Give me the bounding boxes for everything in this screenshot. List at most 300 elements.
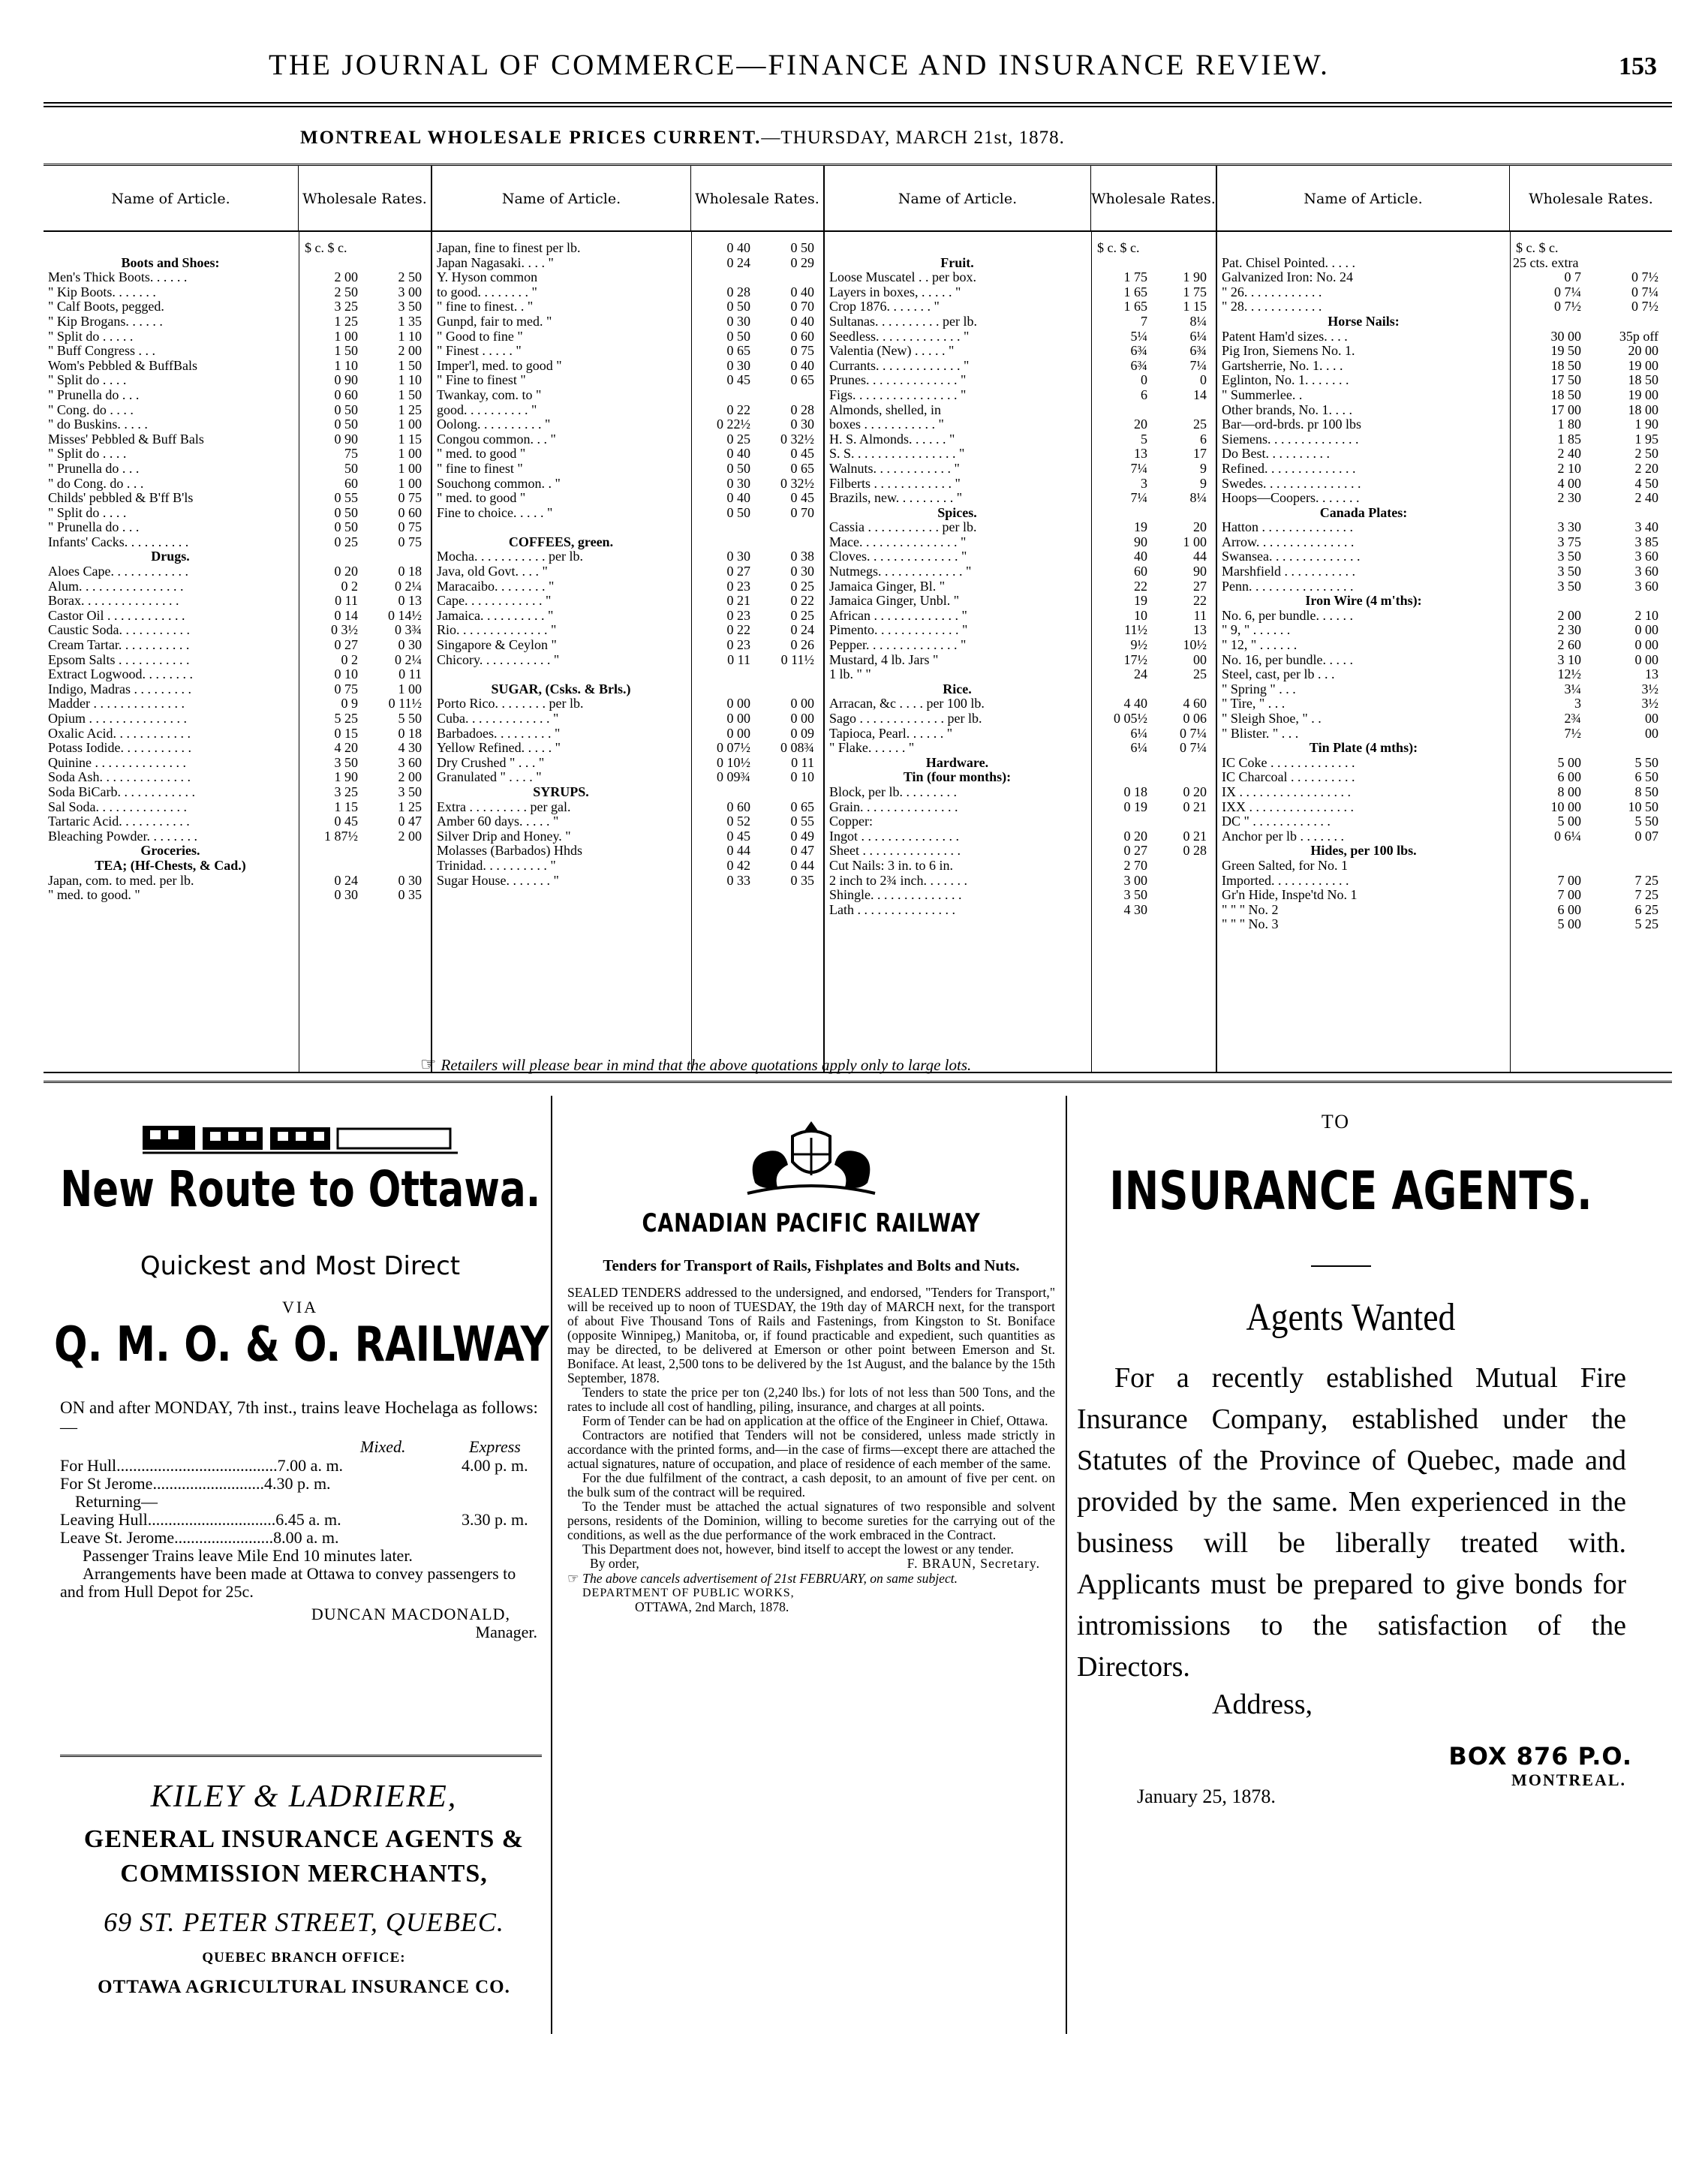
price-row: [44, 506, 431, 521]
price-row: [432, 520, 823, 535]
price-row: [432, 388, 823, 403]
price-column-4: [1217, 166, 1672, 1072]
rate-high: 0 55: [790, 814, 814, 829]
article-name: " Finest . . . . . ": [437, 344, 522, 359]
rate-low: 2 60: [1557, 637, 1581, 653]
rate-low: 0 30: [726, 549, 750, 564]
article-name: Gartsherrie, No. 1. . . .: [1222, 358, 1343, 373]
article-name: " 28. . . . . . . . . . . .: [1222, 299, 1322, 314]
price-row: [44, 564, 431, 579]
rate-high: 0 00: [1634, 651, 1658, 667]
price-row: [44, 741, 431, 756]
rate-low: 2 00: [1557, 607, 1581, 623]
article-name: " Prunella do . . .: [48, 520, 140, 535]
article-name: Epsom Salts . . . . . . . . . . .: [48, 652, 190, 667]
rate-high: 22: [1193, 593, 1207, 609]
rate-high: 6: [1200, 431, 1207, 447]
rate-low: 0 30: [726, 357, 750, 373]
currency-label: $ c. $ c.: [305, 240, 347, 255]
price-row: [1217, 270, 1672, 285]
rate-low: 5 25: [334, 711, 358, 726]
article-name: Ingot . . . . . . . . . . . . . . .: [829, 829, 959, 844]
rate-high: 0 40: [790, 313, 814, 329]
rate-high: 8¼: [1189, 490, 1207, 506]
rate-high: 1 00: [398, 681, 422, 696]
section-heading: [44, 549, 431, 564]
section-heading: [432, 682, 823, 697]
price-row: [825, 800, 1216, 815]
article-name: " " " No. 3: [1222, 917, 1279, 932]
insurance-rule: [1311, 1265, 1371, 1267]
rate-high: 0 30: [790, 417, 814, 432]
rate-high: 0 25: [790, 607, 814, 623]
section-heading: [825, 770, 1216, 785]
ad-insurance-agents: [1077, 1111, 1662, 1808]
rate-low: 0 50: [334, 402, 358, 417]
article-name: " med. to good ": [437, 447, 526, 462]
rate-high: 7¼: [1189, 357, 1207, 373]
rate-low: 0 25: [726, 431, 750, 447]
rate-low: 12½: [1557, 666, 1581, 682]
insurance-body: For a recently established Mutual Fire Insurance Company, established under the Statutes of the Province of Quebec, made and provided by the same. Men experienced in the business will be liberally treated with. Applicants must be prepared to give bonds for intromissions to the satisfaction of the Directors.: [1077, 1362, 1626, 1683]
rate-high: 0 40: [790, 357, 814, 373]
rate-low: 1 90: [334, 769, 358, 785]
price-row: [44, 682, 431, 697]
price-row: [1217, 388, 1672, 403]
rate-low: 2 50: [334, 284, 358, 299]
rate-high: 3 50: [398, 784, 422, 799]
article-name: Japan, fine to finest per lb.: [437, 241, 581, 255]
rate-high: 1 00: [398, 417, 422, 432]
article-name: Cuba. . . . . . . . . . . . . ": [437, 711, 559, 726]
price-row: [825, 727, 1216, 742]
rate-low: 2 00: [334, 269, 358, 285]
price-row: [44, 491, 431, 506]
price-row: [44, 609, 431, 624]
article-name: Borax. . . . . . . . . . . . . . .: [48, 594, 179, 609]
section-heading: [1217, 844, 1672, 859]
price-row: [44, 653, 431, 668]
price-row: [1217, 477, 1672, 492]
rate-high: 0 13: [398, 593, 422, 609]
article-name: Seedless. . . . . . . . . . . . . ": [829, 329, 970, 344]
rate-low: 0 24: [334, 872, 358, 888]
rate-low: 3 75: [1557, 534, 1581, 549]
rate-low: 0 45: [726, 828, 750, 844]
price-row: [44, 359, 431, 374]
rate-high: 6 25: [1634, 901, 1658, 917]
price-row: [44, 344, 431, 359]
article-name: " Prunella do . . .: [48, 387, 140, 402]
section-heading: [1217, 506, 1672, 521]
price-rows: [432, 241, 823, 888]
section-heading-text: TEA; (Hf-Chests, & Cad.): [95, 858, 246, 873]
ottawa-intro: ON and after MONDAY, 7th inst., trains leave Hochelaga as follows:—: [60, 1398, 538, 1436]
cpr-dept: DEPARTMENT OF PUBLIC WORKS,: [582, 1587, 795, 1599]
rate-high: 0 40: [790, 284, 814, 299]
article-name: to good. . . . . . . . ": [437, 284, 537, 299]
section-heading: [432, 535, 823, 550]
article-name: " fine to finest. . ": [437, 299, 534, 314]
rate-low: 0 11: [727, 651, 750, 667]
article-name: Swedes. . . . . . . . . . . . . . .: [1222, 476, 1361, 491]
article-name: Tapioca, Pearl. . . . . . ": [829, 726, 953, 741]
ottawa-signer: DUNCAN MACDONALD,: [311, 1605, 510, 1623]
article-name: " med. to good. ": [48, 888, 140, 903]
rate-low: 3 50: [1557, 549, 1581, 564]
article-name: DC " . . . . . . . . . . . .: [1222, 814, 1331, 829]
rate-high: 1 10: [398, 372, 422, 388]
rate-high: 1 25: [398, 799, 422, 814]
rate-high: 13: [1193, 622, 1207, 638]
article-name: Madder . . . . . . . . . . . . . .: [48, 696, 185, 711]
rate-high: 0 32½: [780, 475, 814, 491]
article-name: Cape. . . . . . . . . . . . ": [437, 594, 552, 609]
article-name: Refined. . . . . . . . . . . . . .: [1222, 461, 1356, 476]
rate-low: 7: [1141, 313, 1147, 329]
article-name: " Split do . . . .: [48, 505, 127, 520]
rate-high: 00: [1645, 725, 1658, 741]
price-row: [432, 667, 823, 682]
article-name: " Calf Boots, pegged.: [48, 299, 164, 314]
price-row: [432, 329, 823, 344]
rate-high: 0 24: [790, 622, 814, 638]
rate-high: 0 75: [790, 343, 814, 359]
rate-low: 50: [344, 460, 358, 476]
article-name: Silver Drip and Honey. ": [437, 829, 571, 844]
article-name: Cream Tartar. . . . . . . . . . .: [48, 638, 190, 653]
rate-high: 8 50: [1634, 784, 1658, 799]
price-row: [432, 859, 823, 874]
currency-row: [825, 241, 1216, 256]
ottawa-arrangements: Arrangements have been made at Ottawa to convey passengers to and from Hull Depot for 25c.: [60, 1564, 516, 1601]
price-row: [44, 770, 431, 785]
article-name: Singapore & Ceylon ": [437, 638, 557, 653]
article-name: Soda BiCarb. . . . . . . . . . . .: [48, 784, 195, 799]
article-name: Currants. . . . . . . . . . . . . ": [829, 358, 970, 373]
article-name: Cut Nails: 3 in. to 6 in.: [829, 858, 954, 873]
price-row: [44, 373, 431, 388]
price-row: [432, 491, 823, 506]
article-name: " Fine to finest ": [437, 373, 526, 388]
rate-high: 6¼: [1189, 328, 1207, 344]
price-row: [1217, 256, 1672, 271]
rate-low: 1 75: [1123, 269, 1147, 285]
price-row: [1217, 344, 1672, 359]
article-name: Lath . . . . . . . . . . . . . . .: [829, 902, 955, 917]
rate-high: 20 00: [1628, 343, 1658, 359]
rate-high: 4 60: [1183, 696, 1207, 711]
price-row: [1217, 859, 1672, 874]
rate-low: 0: [1141, 372, 1147, 388]
price-row: [825, 491, 1216, 506]
article-name: Quinine . . . . . . . . . . . . . .: [48, 755, 186, 770]
rate-high: 0 44: [790, 857, 814, 873]
article-name: Oolong. . . . . . . . . . ": [437, 417, 551, 432]
price-row: [432, 579, 823, 594]
name-of-article-header: Name of Article.: [44, 166, 299, 232]
rate-high: 1 90: [1634, 417, 1658, 432]
price-row: [44, 711, 431, 727]
rate-low: 90: [1134, 534, 1147, 549]
rate-low: 0 40: [726, 240, 750, 255]
cpr-by-order: By order,: [590, 1556, 639, 1571]
rate-low: 0 27: [726, 564, 750, 579]
cpr-paragraph-5: For the due fulfilment of the contract, a cash deposit, to an amount of five per cent. on the bulk sum of the contract will be required.: [567, 1470, 1055, 1500]
price-row: [825, 814, 1216, 829]
insurance-wanted: Agents Wanted: [1246, 1296, 1456, 1339]
rate-low: 0 30: [334, 887, 358, 903]
price-rows: [825, 241, 1216, 917]
rate-high: 3 60: [1634, 549, 1658, 564]
rate-low: 0 30: [726, 313, 750, 329]
rate-low: 7 00: [1557, 872, 1581, 888]
price-row: [432, 564, 823, 579]
article-name: Valentia (New) . . . . . ": [829, 344, 955, 359]
article-name: No. 6, per bundle. . . . . .: [1222, 608, 1353, 623]
rate-low: 3 50: [1557, 578, 1581, 594]
article-name: Misses' Pebbled & Buff Bals: [48, 432, 204, 447]
pointing-hand-icon: ☞: [567, 1571, 583, 1586]
section-divider: [44, 1081, 1672, 1084]
rate-low: 5 00: [1557, 754, 1581, 770]
price-row: [44, 888, 431, 903]
rate-low: 17 00: [1550, 402, 1581, 417]
article-name: Aloes Cape. . . . . . . . . . . .: [48, 564, 188, 579]
article-name: Mace. . . . . . . . . . . . . . . ": [829, 534, 967, 549]
rate-high: 1 90: [1183, 269, 1207, 285]
price-row: [1217, 432, 1672, 447]
price-row: [1217, 727, 1672, 742]
article-name: Hoops—Coopers. . . . . . .: [1222, 491, 1360, 506]
price-row: [44, 477, 431, 492]
rate-low: 0 15: [334, 725, 358, 741]
article-name: Men's Thick Boots. . . . . .: [48, 270, 188, 285]
rate-low: 0 27: [1123, 843, 1147, 859]
price-row: [825, 314, 1216, 329]
rate-low: 6¾: [1130, 357, 1147, 373]
rate-low: 1 80: [1557, 417, 1581, 432]
rate-low: 3 25: [334, 784, 358, 799]
price-row: [44, 432, 431, 447]
rate-low: 0 7¼: [1554, 284, 1581, 299]
column-header: [44, 166, 431, 232]
page-number: 153: [1619, 53, 1657, 80]
rate-low: 19: [1134, 593, 1147, 609]
price-row: [44, 520, 431, 535]
rate-low: 0 50: [726, 504, 750, 520]
rate-low: 0 10½: [717, 754, 750, 770]
rate-high: 10½: [1183, 637, 1207, 653]
article-name: " Summerlee. .: [1222, 387, 1303, 402]
rate-low: 6¼: [1130, 740, 1147, 756]
article-name: Molasses (Barbados) Hhds: [437, 844, 582, 859]
price-row: [432, 770, 823, 785]
rate-high: 0 00: [790, 696, 814, 711]
rate-low: 0 7: [1564, 269, 1581, 285]
price-row: [1217, 829, 1672, 844]
rate-low: 0 25: [334, 534, 358, 549]
rate-high: 0 25: [790, 578, 814, 594]
rate-low: 17½: [1123, 651, 1147, 667]
cpr-title: CANADIAN PACIFIC RAILWAY: [642, 1208, 981, 1238]
ad-rule-left: [60, 1755, 542, 1758]
price-row: [825, 741, 1216, 756]
article-name: " do Cong. do . . .: [48, 476, 144, 491]
article-name: Prunes. . . . . . . . . . . . . . ": [829, 373, 967, 388]
retailers-notice: [420, 1054, 971, 1075]
price-row: [1217, 874, 1672, 889]
article-name: 2 inch to 2¾ inch. . . . . . .: [829, 873, 967, 888]
insurance-box: BOX 876 P.O.: [1448, 1742, 1632, 1770]
rate-low: 3 25: [334, 299, 358, 314]
article-name: " Flake. . . . . . ": [829, 741, 915, 756]
article-name: " 12, " . . . . . .: [1222, 638, 1298, 653]
article-name: Arracan, &c . . . . per 100 lb.: [829, 696, 985, 711]
price-row: [825, 859, 1216, 874]
rate-high: 00: [1645, 711, 1658, 726]
wholesale-rates-header: Wholesale Rates.: [1091, 190, 1216, 207]
rate-high: 0 10: [790, 769, 814, 785]
price-row: [825, 874, 1216, 889]
rate-high: 44: [1193, 549, 1207, 564]
rate-low: 13: [1134, 446, 1147, 462]
price-row: [825, 432, 1216, 447]
price-row: [1217, 711, 1672, 727]
rate-high: 0: [1200, 372, 1207, 388]
rate-low: 5¼: [1130, 328, 1147, 344]
article-name: Eglinton, No. 1. . . . . . .: [1222, 373, 1349, 388]
price-row: [825, 329, 1216, 344]
rate-low: 0 14: [334, 607, 358, 623]
rate-low: 0 55: [334, 490, 358, 506]
price-row: [1217, 373, 1672, 388]
rate-low: 7½: [1564, 725, 1581, 741]
article-name: H. S. Almonds. . . . . . ": [829, 432, 955, 447]
price-row: [1217, 770, 1672, 785]
prices-subtitle: [300, 128, 1065, 149]
price-row: [44, 727, 431, 742]
rate-low: 40: [1134, 549, 1147, 564]
rate-low: 25 cts. extra: [1513, 254, 1579, 270]
price-row: [432, 477, 823, 492]
price-row: [825, 623, 1216, 638]
article-name: Mustard, 4 lb. Jars ": [829, 652, 939, 667]
article-name: 1 lb. " ": [829, 667, 871, 682]
ottawa-via: VIA: [281, 1298, 319, 1316]
rate-high: 7 25: [1634, 887, 1658, 903]
rate-low: 0 20: [1123, 828, 1147, 844]
rate-high: 9: [1200, 475, 1207, 491]
price-row: [1217, 299, 1672, 314]
train-icon: [143, 1118, 458, 1157]
article-name: Indigo, Madras . . . . . . . . .: [48, 681, 191, 696]
name-of-article-header: Name of Article.: [1217, 166, 1510, 232]
rate-high: 3 85: [1634, 534, 1658, 549]
rate-low: 4 00: [1557, 475, 1581, 491]
rate-low: 0 00: [726, 711, 750, 726]
article-name: " Kip Boots. . . . . . .: [48, 284, 156, 299]
section-heading-text: Iron Wire (4 m'ths):: [1305, 594, 1422, 609]
section-heading: [825, 756, 1216, 771]
article-name: Granulated " . . . . ": [437, 770, 542, 785]
price-row: [825, 417, 1216, 432]
rate-low: 0 60: [726, 799, 750, 814]
article-name: Crop 1876. . . . . . . ": [829, 299, 940, 314]
rate-low: 0 60: [334, 387, 358, 402]
article-name: " Good to fine ": [437, 329, 523, 344]
rate-high: 19 00: [1628, 357, 1658, 373]
price-row: [1217, 903, 1672, 918]
price-row: [432, 403, 823, 418]
ottawa-leave-st-jerome: Leave St. Jerome........................8.00 a. m.: [60, 1528, 339, 1547]
rate-high: 18 00: [1628, 402, 1658, 417]
rate-high: 13: [1645, 666, 1658, 682]
rate-high: 27: [1193, 578, 1207, 594]
rate-high: 0 2¼: [395, 651, 422, 667]
section-heading-text: SUGAR, (Csks. & Brls.): [491, 681, 631, 696]
price-row: [44, 417, 431, 432]
kiley-name: KILEY & LADRIERE,: [150, 1779, 458, 1814]
article-name: Swansea. . . . . . . . . . . . . .: [1222, 549, 1361, 564]
rate-high: 0 08¾: [780, 740, 814, 756]
article-name: Pepper. . . . . . . . . . . . . . ": [829, 638, 967, 653]
price-row: [1217, 623, 1672, 638]
rate-low: 0 30: [726, 475, 750, 491]
article-name: IC Coke . . . . . . . . . . . . .: [1222, 755, 1355, 770]
cpr-body: [567, 1286, 1055, 1614]
rate-low: 2 40: [1557, 446, 1581, 462]
price-row: [825, 594, 1216, 609]
price-row: [1217, 329, 1672, 344]
ottawa-leaving-hull: Leaving Hull...............................6.45 a. m.: [60, 1510, 341, 1529]
rate-low: 0 24: [726, 254, 750, 270]
article-name: " Kip Brogans. . . . . .: [48, 314, 163, 329]
rate-low: 5 00: [1557, 814, 1581, 829]
price-row: [1217, 535, 1672, 550]
rate-high: 1 25: [398, 402, 422, 417]
price-row: [1217, 800, 1672, 815]
section-heading: [1217, 741, 1672, 756]
article-name: " Buff Congress . . .: [48, 344, 156, 359]
rate-low: 1 85: [1557, 431, 1581, 447]
price-row: [825, 535, 1216, 550]
rate-low: 0 9: [341, 696, 358, 711]
rate-low: 60: [344, 475, 358, 491]
ad-canadian-pacific-railway: [567, 1115, 1055, 1614]
price-row: [825, 609, 1216, 624]
journal-title: THE JOURNAL OF COMMERCE—FINANCE AND INSURANCE REVIEW.: [269, 49, 1330, 81]
rate-low: 2¾: [1564, 711, 1581, 726]
rate-low: 0 28: [726, 284, 750, 299]
rate-low: 17 50: [1550, 372, 1581, 388]
article-name: Extract Logwood. . . . . . . .: [48, 667, 193, 682]
article-name: Fine to choice. . . . . ": [437, 505, 553, 520]
article-name: Trinidad. . . . . . . . . . ": [437, 858, 556, 873]
ottawa-timetable: [60, 1457, 540, 1641]
rate-low: 1 65: [1123, 299, 1147, 314]
ottawa-leaving-hull-express: 3.30 p. m.: [462, 1510, 528, 1529]
article-name: Hatton . . . . . . . . . . . . . .: [1222, 520, 1353, 535]
wholesale-prices-table: [44, 164, 1672, 1073]
price-row: [825, 579, 1216, 594]
ad-divider-right: [1066, 1096, 1067, 2034]
price-row: [432, 256, 823, 271]
rate-high: 5 50: [1634, 754, 1658, 770]
rate-low: 3 00: [1123, 872, 1147, 888]
rate-high: 9: [1200, 460, 1207, 476]
price-row: [432, 432, 823, 447]
